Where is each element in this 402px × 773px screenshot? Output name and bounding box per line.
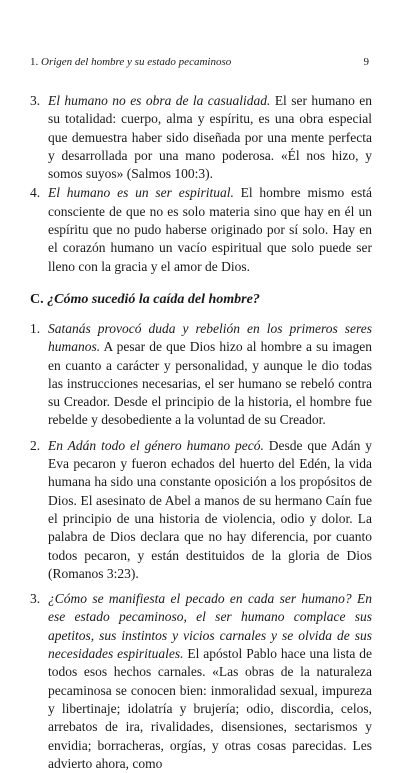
list-item bbox=[30, 590, 372, 773]
chapter-heading bbox=[30, 55, 231, 69]
item-text: A pesar de que Dios hizo al hombre a su imagen en cuanto a carácter y personalidad, y aunque le dio todas las instrucciones necesarias, el ser humano se rebeló contra su Creador. Desde el principio de la historia, el hombre fue rebelde y desobediente a la voluntad de su Creador. bbox=[48, 339, 372, 428]
chapter-title: Origen del hombre y su estado pecaminoso bbox=[41, 56, 232, 68]
running-header bbox=[30, 55, 372, 69]
section-heading bbox=[30, 291, 372, 309]
item-number: 3. bbox=[30, 591, 41, 607]
list-item bbox=[30, 437, 372, 583]
item-text: El apóstol Pablo hace una lista de todos esos hechos carnales. «Las obras de la naturaleza pecaminosa se conocen bien: inmoralidad sexual, impureza y libertinaje; idolatría y brujería; odio, discordia, celos, arrebatos de ira, rivalidades, disensiones, sectarismos y envidia; borracheras, orgías, y otras cosas parecidas. Les advierto ahora, como bbox=[48, 646, 372, 771]
numbered-list-c bbox=[30, 320, 372, 773]
list-item bbox=[30, 320, 372, 430]
item-lead: El humano no es obra de la casualidad. bbox=[48, 93, 271, 108]
page-body bbox=[30, 92, 372, 773]
chapter-number: 1. bbox=[30, 56, 39, 68]
item-lead: Satanás provocó duda y rebelión en los primeros seres humanos. bbox=[48, 320, 372, 355]
item-lead: El humano es un ser espiritual. bbox=[48, 185, 234, 201]
section-label: C. bbox=[30, 291, 44, 307]
item-number: 4. bbox=[30, 185, 41, 201]
section-title: ¿Cómo sucedió la caída del hombre? bbox=[47, 291, 260, 307]
page-number: 9 bbox=[363, 56, 369, 68]
item-text: El ser humano en su totalidad: cuerpo, alma y espíritu, es una obra especial que demuestra haber sido diseñada por una mente perfecta y desarrollada por una mano poderosa. «Él nos hizo, y somos suyos» (Salmos 100:3). bbox=[48, 93, 372, 182]
list-item bbox=[30, 92, 372, 183]
list-item bbox=[30, 184, 372, 275]
item-text: El hombre mismo está consciente de que no es solo materia sino que hay en él un espíritu que no pudo haberse originado por sí solo. Hay en el corazón humano un vacío espiritual que solo puede ser lleno con la gracia y el amor de Dios. bbox=[48, 185, 373, 274]
numbered-list-a bbox=[30, 92, 372, 276]
item-number: 3. bbox=[30, 93, 41, 108]
item-text: Desde que Adán y Eva pecaron y fueron echados del huerto del Edén, la vida humana ha sido una constante oposición a los propósitos de Dios. El asesinato de Abel a manos de su hermano Caín fue el principio de una historia de violencia, odio y dolor. La palabra de Dios declara que no hay diferencia, por cuanto todos pecaron, y están destituidos de la gloria de Dios (Romanos 3:23). bbox=[48, 437, 372, 581]
item-number: 1. bbox=[30, 320, 41, 336]
item-lead: ¿Cómo se manifiesta el pecado en cada ser humano? En ese estado pecaminoso, el ser humano complace sus apetitos, sus instintos y vicios carnales y se olvida de sus necesidades espirituales. bbox=[48, 591, 372, 662]
item-lead: En Adán todo el género humano pecó. bbox=[48, 437, 264, 453]
item-number: 2. bbox=[30, 437, 41, 453]
